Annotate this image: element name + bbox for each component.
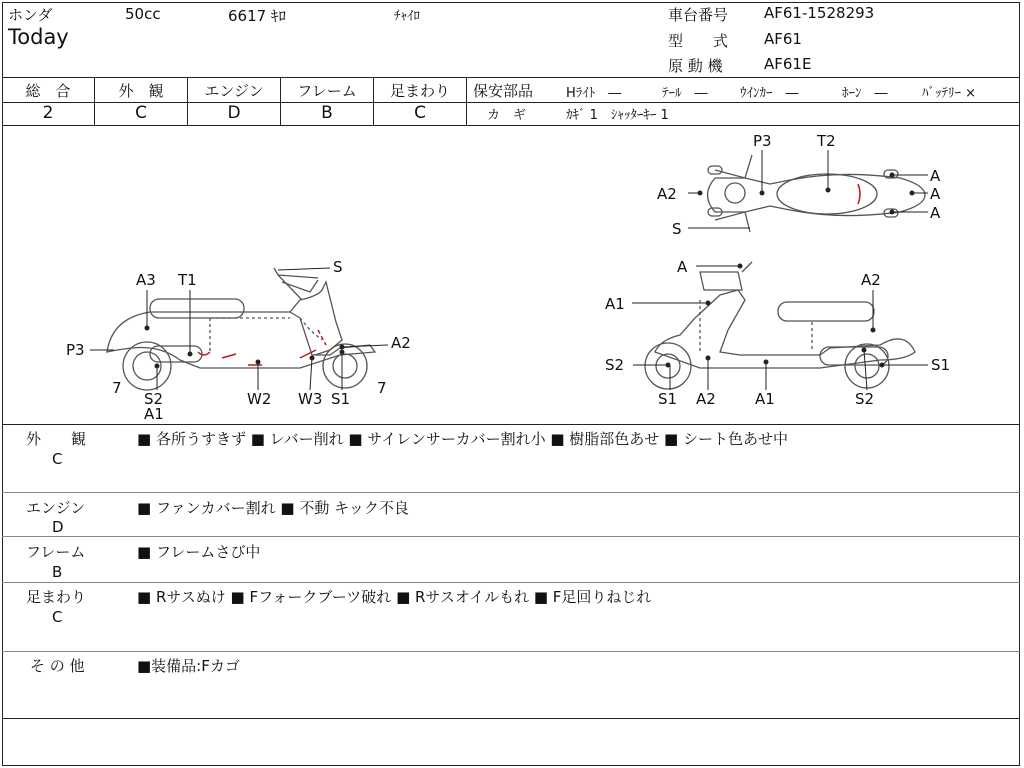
label-a3: A3 bbox=[136, 271, 156, 289]
grade-label-overall: 総 合 bbox=[25, 82, 71, 100]
key-label: カ ギ bbox=[487, 108, 527, 123]
remark-label-exterior: 外 観 bbox=[26, 430, 87, 448]
remark-text-other: ■装備品:Fカゴ bbox=[137, 657, 240, 675]
label-a2: A2 bbox=[657, 185, 677, 203]
remark-grade-suspension: C bbox=[52, 608, 63, 626]
safety-winker: ｳｲﾝｶｰ ― bbox=[740, 86, 799, 101]
grade-value-suspension: C bbox=[414, 103, 426, 123]
divider bbox=[2, 582, 1020, 583]
remark-text-exterior: ■ 各所うすきず ■ レバー削れ ■ サイレンサーカバー割れ小 ■ 樹脂部色あせ ■ シート色あせ中 bbox=[137, 430, 789, 448]
frame-no-label: 車台番号 bbox=[668, 6, 729, 24]
label-s1: S1 bbox=[331, 390, 351, 408]
key-value: ｶｷﾞ 1 ｼｬｯﾀｰｷｰ 1 bbox=[566, 108, 669, 123]
label-t2: T2 bbox=[817, 132, 836, 150]
mileage: 6617 ｷﾛ bbox=[228, 7, 286, 25]
label-s1: S1 bbox=[658, 390, 678, 408]
divider bbox=[2, 718, 1020, 719]
safety-taillight: ﾃｰﾙ ― bbox=[662, 86, 708, 101]
damage-diagram bbox=[0, 126, 1020, 424]
safety-battery: ﾊﾞｯﾃﾘｰ × bbox=[922, 86, 977, 101]
displacement: 50cc bbox=[125, 5, 161, 23]
divider bbox=[2, 492, 1020, 493]
damage-marks bbox=[198, 184, 860, 365]
maker: ホンダ bbox=[8, 6, 53, 24]
label-a2: A2 bbox=[861, 271, 881, 289]
divider bbox=[2, 424, 1020, 425]
remark-grade-exterior: C bbox=[52, 450, 63, 468]
grade-label-engine: エンジン bbox=[204, 82, 264, 100]
label-p3: P3 bbox=[753, 132, 772, 150]
remark-label-suspension: 足まわり bbox=[26, 588, 87, 606]
label-a: A bbox=[930, 167, 941, 185]
grade-label-exterior: 外 観 bbox=[118, 82, 164, 100]
type-value: AF61 bbox=[764, 30, 802, 48]
remark-text-engine: ■ ファンカバー割れ ■ 不動 キック不良 bbox=[137, 499, 409, 517]
grade-value-engine: D bbox=[227, 103, 241, 123]
label-s2: S2 bbox=[855, 390, 875, 408]
label-a: A bbox=[930, 185, 941, 203]
safety-horn: ﾎｰﾝ ― bbox=[842, 86, 888, 101]
frame-no: AF61-1528293 bbox=[764, 4, 875, 22]
grade-value-exterior: C bbox=[135, 103, 147, 123]
remark-grade-engine: D bbox=[52, 518, 64, 536]
color: ﾁｬｲﾛ bbox=[394, 9, 420, 24]
remark-text-suspension: ■ Rサスぬけ ■ Fフォークブーツ破れ ■ Rサスオイルもれ ■ F足回りねじれ bbox=[137, 588, 652, 606]
label-s2: S2 bbox=[605, 356, 625, 374]
remark-grade-frame: B bbox=[52, 563, 63, 581]
remark-text-frame: ■ フレームさび中 bbox=[137, 543, 261, 561]
label-a1: A1 bbox=[755, 390, 775, 408]
label-a1: A1 bbox=[144, 405, 164, 423]
label-s: S bbox=[333, 258, 343, 276]
divider bbox=[2, 651, 1020, 652]
top-view bbox=[708, 155, 926, 232]
engine-label: 原 動 機 bbox=[668, 57, 723, 75]
label-a2: A2 bbox=[696, 390, 716, 408]
label-s: S bbox=[672, 220, 682, 238]
label-a: A bbox=[930, 204, 941, 222]
type-label: 型 式 bbox=[668, 32, 729, 50]
remark-label-engine: エンジン bbox=[26, 499, 86, 517]
label-7: 7 bbox=[112, 379, 122, 397]
grade-label-suspension: 足まわり bbox=[389, 82, 450, 100]
grade-value-frame: B bbox=[321, 103, 333, 123]
divider bbox=[2, 77, 1020, 78]
safety-label: 保安部品 bbox=[473, 82, 534, 100]
remark-label-frame: フレーム bbox=[26, 543, 86, 561]
divider bbox=[2, 536, 1020, 537]
label-s2: S2 bbox=[144, 390, 164, 408]
label-a1: A1 bbox=[605, 295, 625, 313]
engine-value: AF61E bbox=[764, 55, 812, 73]
grade-value-overall: 2 bbox=[42, 103, 54, 123]
label-p3: P3 bbox=[66, 341, 85, 359]
safety-headlight: Hﾗｲﾄ ― bbox=[566, 86, 622, 101]
label-s1: S1 bbox=[931, 356, 951, 374]
label-w3: W3 bbox=[298, 390, 323, 408]
label-7: 7 bbox=[377, 379, 387, 397]
remark-label-other: そ の 他 bbox=[30, 657, 85, 675]
label-a2: A2 bbox=[391, 334, 411, 352]
grade-label-frame: フレーム bbox=[297, 82, 357, 100]
label-a: A bbox=[677, 258, 688, 276]
model-name: Today bbox=[8, 25, 69, 49]
label-t1: T1 bbox=[178, 271, 197, 289]
label-w2: W2 bbox=[247, 390, 272, 408]
divider bbox=[466, 77, 467, 125]
